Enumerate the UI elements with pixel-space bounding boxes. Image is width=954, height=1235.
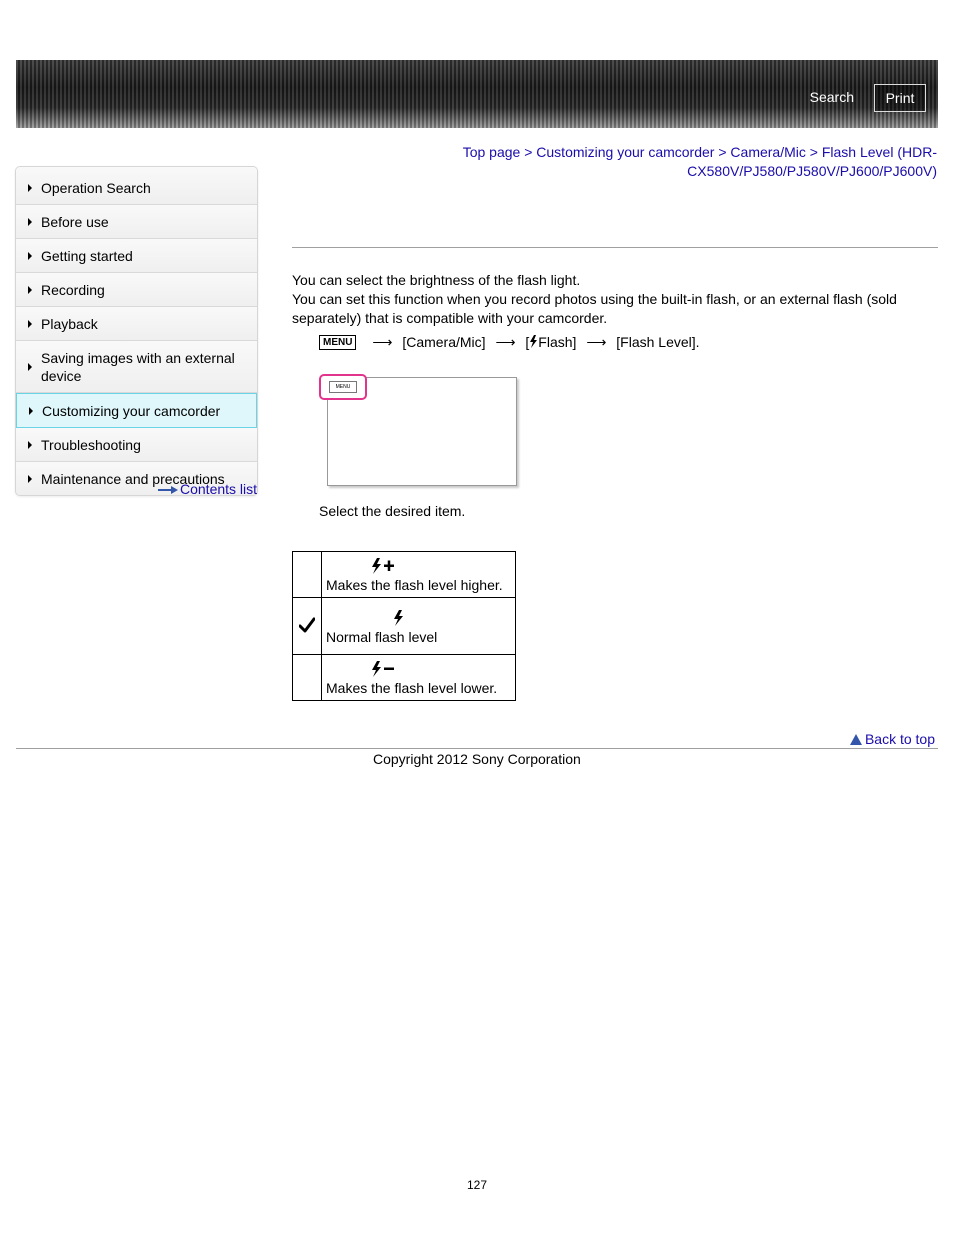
sidebar-item-saving-images[interactable] <box>16 341 257 393</box>
check-cell <box>293 655 322 701</box>
caret-right-icon <box>28 363 32 371</box>
intro-text <box>292 271 932 328</box>
breadcrumb <box>417 143 937 181</box>
menu-step-flash-level: [Flash Level]. <box>616 334 700 350</box>
flash-minus-icon <box>370 661 396 677</box>
table-row <box>293 598 516 655</box>
intro-line-2: You can set this function when you record photos using the built-in flash, or an external flash (sold separately) that is compatible with your camcorder. <box>292 291 897 326</box>
sidebar-item-customizing[interactable] <box>16 393 257 428</box>
sidebar-item-label: Saving images with an external device <box>41 350 235 384</box>
sidebar-item-label: Getting started <box>41 248 133 264</box>
sidebar-item-label: Maintenance and precautions <box>41 471 225 487</box>
checkmark-icon <box>299 617 315 633</box>
print-button[interactable]: Print <box>874 84 926 112</box>
table-row <box>293 655 516 701</box>
select-instruction: Select the desired item. <box>319 503 466 519</box>
footer-divider <box>16 748 938 749</box>
flash-icon <box>529 335 538 348</box>
menu-button-icon: MENU <box>319 335 356 350</box>
sidebar-item-recording[interactable] <box>16 273 257 307</box>
flash-level-options-table <box>292 551 516 701</box>
back-to-top-link[interactable] <box>850 731 935 747</box>
sidebar-item-label: Customizing your camcorder <box>42 403 221 419</box>
sidebar-item-label: Troubleshooting <box>41 437 141 453</box>
caret-right-icon <box>28 286 32 294</box>
caret-right-icon <box>28 184 32 192</box>
arrow-right-icon: ⟶ <box>372 334 393 350</box>
breadcrumb-separator: > <box>524 144 533 160</box>
arrow-right-icon: ⟶ <box>495 334 516 350</box>
breadcrumb-flash-level[interactable]: Flash Level (HDR-CX580V/PJ580/PJ580V/PJ600/PJ600V) <box>687 144 937 179</box>
caret-right-icon <box>28 218 32 226</box>
option-cell <box>322 655 516 701</box>
menu-button-highlight <box>319 374 367 400</box>
caret-right-icon <box>28 441 32 449</box>
search-link[interactable]: Search <box>809 89 854 105</box>
sidebar-item-playback[interactable] <box>16 307 257 341</box>
header-bar <box>16 60 938 128</box>
option-description: Makes the flash level lower. <box>326 680 498 696</box>
sidebar-item-operation-search[interactable] <box>16 167 257 205</box>
caret-right-icon <box>29 407 33 415</box>
menu-step-bracket: [ <box>525 334 530 350</box>
sidebar-item-troubleshooting[interactable] <box>16 428 257 462</box>
option-cell <box>322 552 516 598</box>
sidebar-item-before-use[interactable] <box>16 205 257 239</box>
option-description: Makes the flash level higher. <box>326 577 503 593</box>
option-description: Normal flash level <box>326 628 438 645</box>
option-cell <box>322 598 516 655</box>
menu-step-camera-mic: [Camera/Mic] <box>402 334 486 350</box>
check-cell <box>293 598 322 655</box>
breadcrumb-top-page[interactable]: Top page <box>462 144 521 160</box>
sidebar-item-label: Before use <box>41 214 109 230</box>
sidebar-nav <box>15 166 258 496</box>
copyright-text: Copyright 2012 Sony Corporation <box>373 751 581 767</box>
menu-step-flash: Flash] <box>538 334 577 350</box>
caret-right-icon <box>28 252 32 260</box>
contents-list-link[interactable] <box>158 481 257 497</box>
arrow-right-icon: ⟶ <box>586 334 607 350</box>
caret-right-icon <box>28 475 32 483</box>
menu-path <box>319 333 700 351</box>
triangle-up-icon <box>850 734 862 745</box>
check-cell <box>293 552 322 598</box>
sidebar-item-getting-started[interactable] <box>16 239 257 273</box>
flash-icon <box>392 610 418 626</box>
page-number: 127 <box>466 1178 488 1192</box>
breadcrumb-camera-mic[interactable]: Camera/Mic <box>730 144 806 160</box>
sidebar-item-label: Operation Search <box>41 180 151 196</box>
back-to-top-label: Back to top <box>864 731 935 747</box>
breadcrumb-customizing[interactable]: Customizing your camcorder <box>536 144 715 160</box>
arrow-right-icon <box>158 486 178 494</box>
caret-right-icon <box>28 320 32 328</box>
screen-menu-button: MENU <box>329 381 357 393</box>
contents-list-label: Contents list <box>180 481 258 497</box>
intro-line-1: You can select the brightness of the flash light. <box>292 272 581 288</box>
table-row <box>293 552 516 598</box>
breadcrumb-separator: > <box>718 144 727 160</box>
flash-plus-icon <box>370 558 396 574</box>
title-divider <box>292 247 938 248</box>
sidebar-item-label: Recording <box>41 282 105 298</box>
sidebar-item-label: Playback <box>41 316 98 332</box>
breadcrumb-separator: > <box>809 144 818 160</box>
